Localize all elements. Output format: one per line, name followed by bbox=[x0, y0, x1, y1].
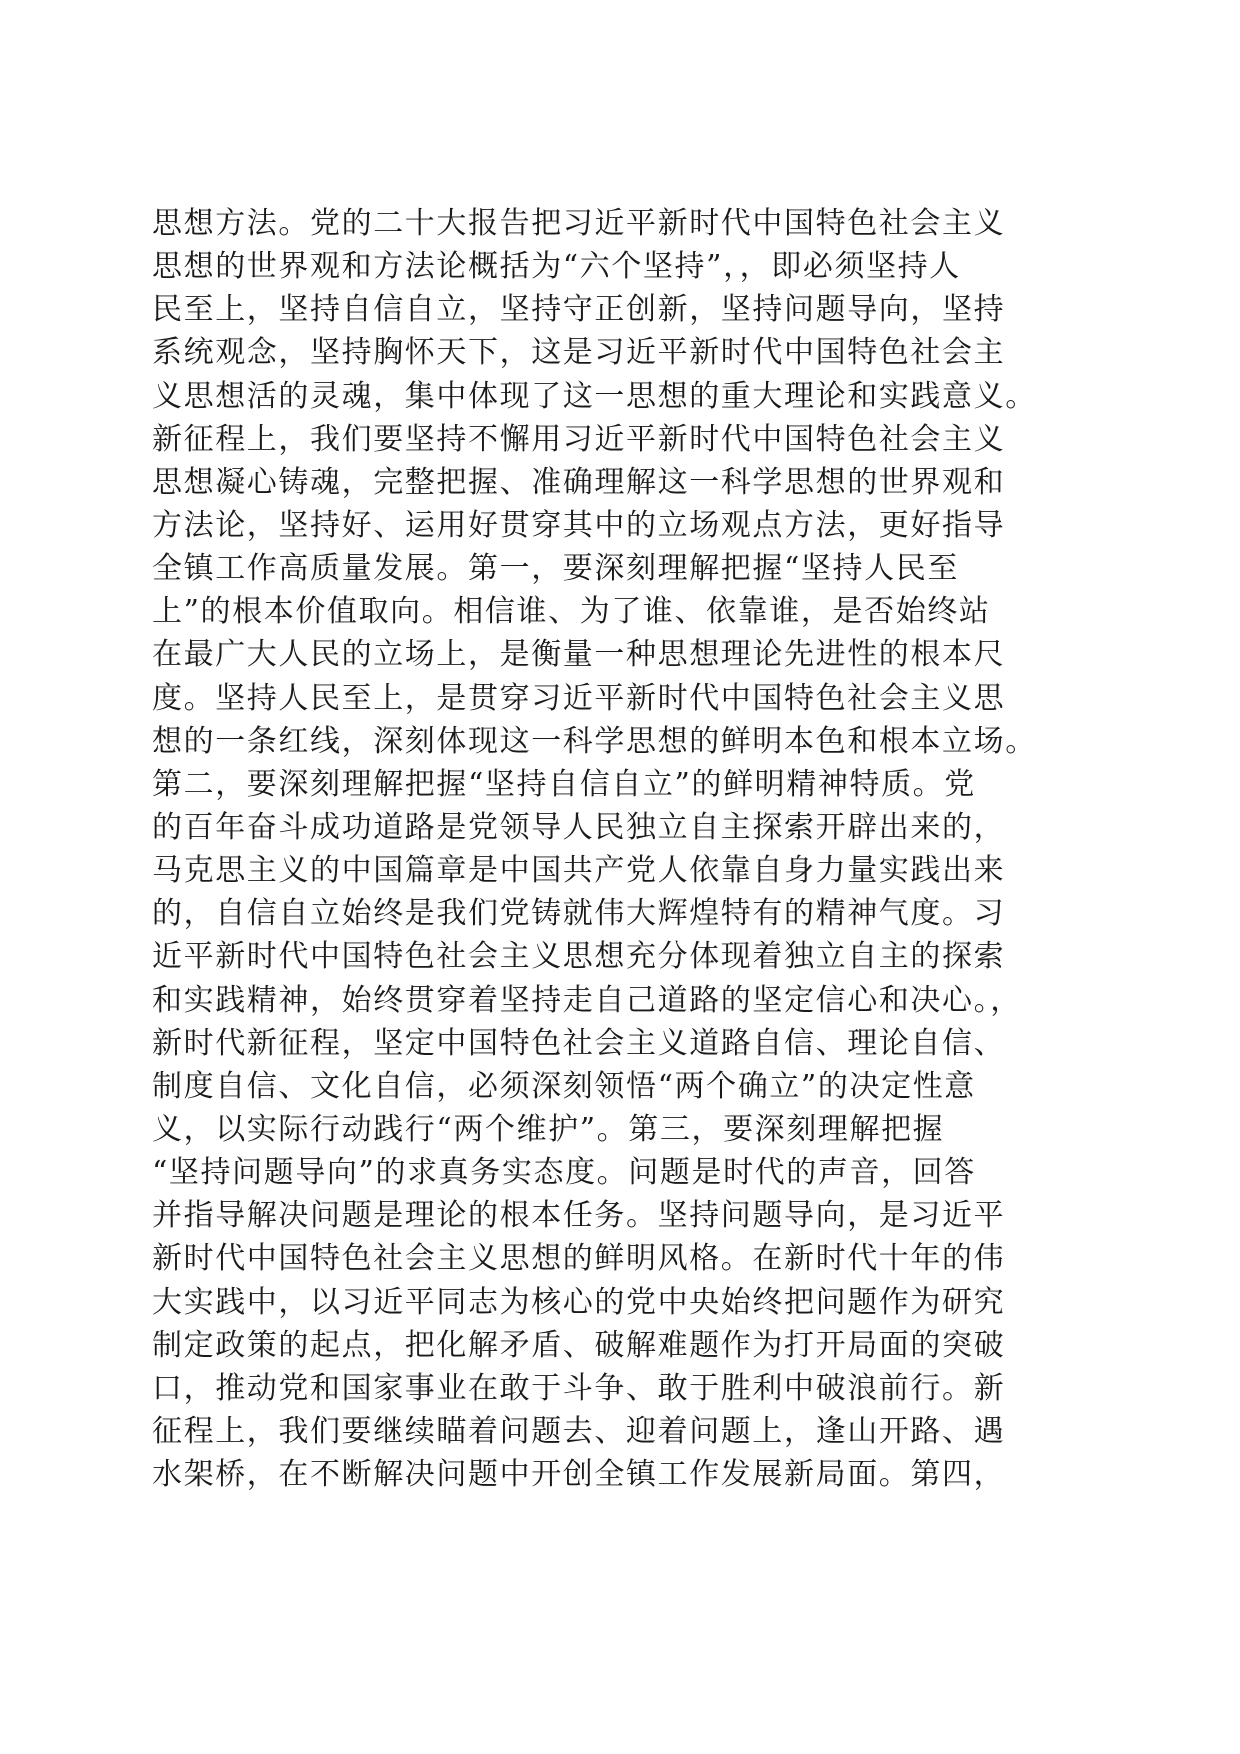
text-line: 系统观念，坚持胸怀天下，这是习近平新时代中国特色社会主 bbox=[152, 335, 1006, 371]
text-line: 第二，要深刻理解把握“坚持自信自立”的鲜明精神特质。党 bbox=[152, 766, 976, 802]
text-line: 上”的根本价值取向。相信谁、为了谁、依靠谁，是否始终站 bbox=[152, 594, 991, 630]
text-line: 新时代新征程，坚定中国特色社会主义道路自信、理论自信、 bbox=[152, 1025, 1006, 1061]
text-line: 的，自信自立始终是我们党铸就伟大辉煌特有的精神气度。习 bbox=[152, 896, 1006, 932]
text-line: 义思想活的灵魂，集中体现了这一思想的重大理论和实践意义。 bbox=[152, 378, 1037, 414]
text-line: 近平新时代中国特色社会主义思想充分体现着独立自主的探索 bbox=[152, 939, 1006, 975]
text-line: 水架桥，在不断解决问题中开创全镇工作发展新局面。第四， bbox=[152, 1457, 1006, 1493]
text-line: 并指导解决问题是理论的根本任务。坚持问题导向，是习近平 bbox=[152, 1198, 1006, 1234]
text-line: 方法论，坚持好、运用好贯穿其中的立场观点方法，更好指导 bbox=[152, 507, 1006, 543]
text-line: 和实践精神，始终贯穿着坚持走自己道路的坚定信心和决心。， bbox=[152, 982, 1022, 1018]
body-paragraph bbox=[152, 202, 1132, 1496]
text-line: 制定政策的起点，把化解矛盾、破解难题作为打开局面的突破 bbox=[152, 1327, 1006, 1363]
text-line: 思想的世界观和方法论概括为“六个坚持”，，即必须坚持人 bbox=[152, 249, 961, 285]
text-line: 制度自信、文化自信，必须深刻领悟“两个确立”的决定性意 bbox=[152, 1068, 976, 1104]
text-line: 大实践中，以习近平同志为核心的党中央始终把问题作为研究 bbox=[152, 1284, 1006, 1320]
text-line: 民至上，坚持自信自立，坚持守正创新，坚持问题导向，坚持 bbox=[152, 292, 1006, 328]
text-line: 征程上，我们要继续瞄着问题去、迎着问题上，逢山开路、遇 bbox=[152, 1413, 1006, 1449]
text-line: 新征程上，我们要坚持不懈用习近平新时代中国特色社会主义 bbox=[152, 421, 1006, 457]
text-line: 义，以实际行动践行“两个维护”。第三，要深刻理解把握 bbox=[152, 1111, 945, 1147]
text-line: 思想凝心铸魂，完整把握、准确理解这一科学思想的世界观和 bbox=[152, 464, 1006, 500]
text-line: 马克思主义的中国篇章是中国共产党人依靠自身力量实践出来 bbox=[152, 853, 1006, 889]
text-line: 的百年奋斗成功道路是党领导人民独立自主探索开辟出来的， bbox=[152, 809, 1006, 845]
text-line: 思想方法。党的二十大报告把习近平新时代中国特色社会主义 bbox=[152, 206, 1006, 241]
text-line: 全镇工作高质量发展。第一，要深刻理解把握“坚持人民至 bbox=[152, 551, 959, 587]
text-line: 在最广大人民的立场上，是衡量一种思想理论先进性的根本尺 bbox=[152, 637, 1006, 673]
text-line: “坚持问题导向”的求真务实态度。问题是时代的声音，回答 bbox=[152, 1155, 976, 1191]
text-line: 度。坚持人民至上，是贯穿习近平新时代中国特色社会主义思 bbox=[152, 680, 1006, 716]
text-line: 想的一条红线，深刻体现这一科学思想的鲜明本色和根本立场。 bbox=[152, 723, 1037, 759]
text-line: 新时代中国特色社会主义思想的鲜明风格。在新时代十年的伟 bbox=[152, 1241, 1006, 1277]
text-line: 口，推动党和国家事业在敢于斗争、敢于胜利中破浪前行。新 bbox=[152, 1370, 1006, 1406]
